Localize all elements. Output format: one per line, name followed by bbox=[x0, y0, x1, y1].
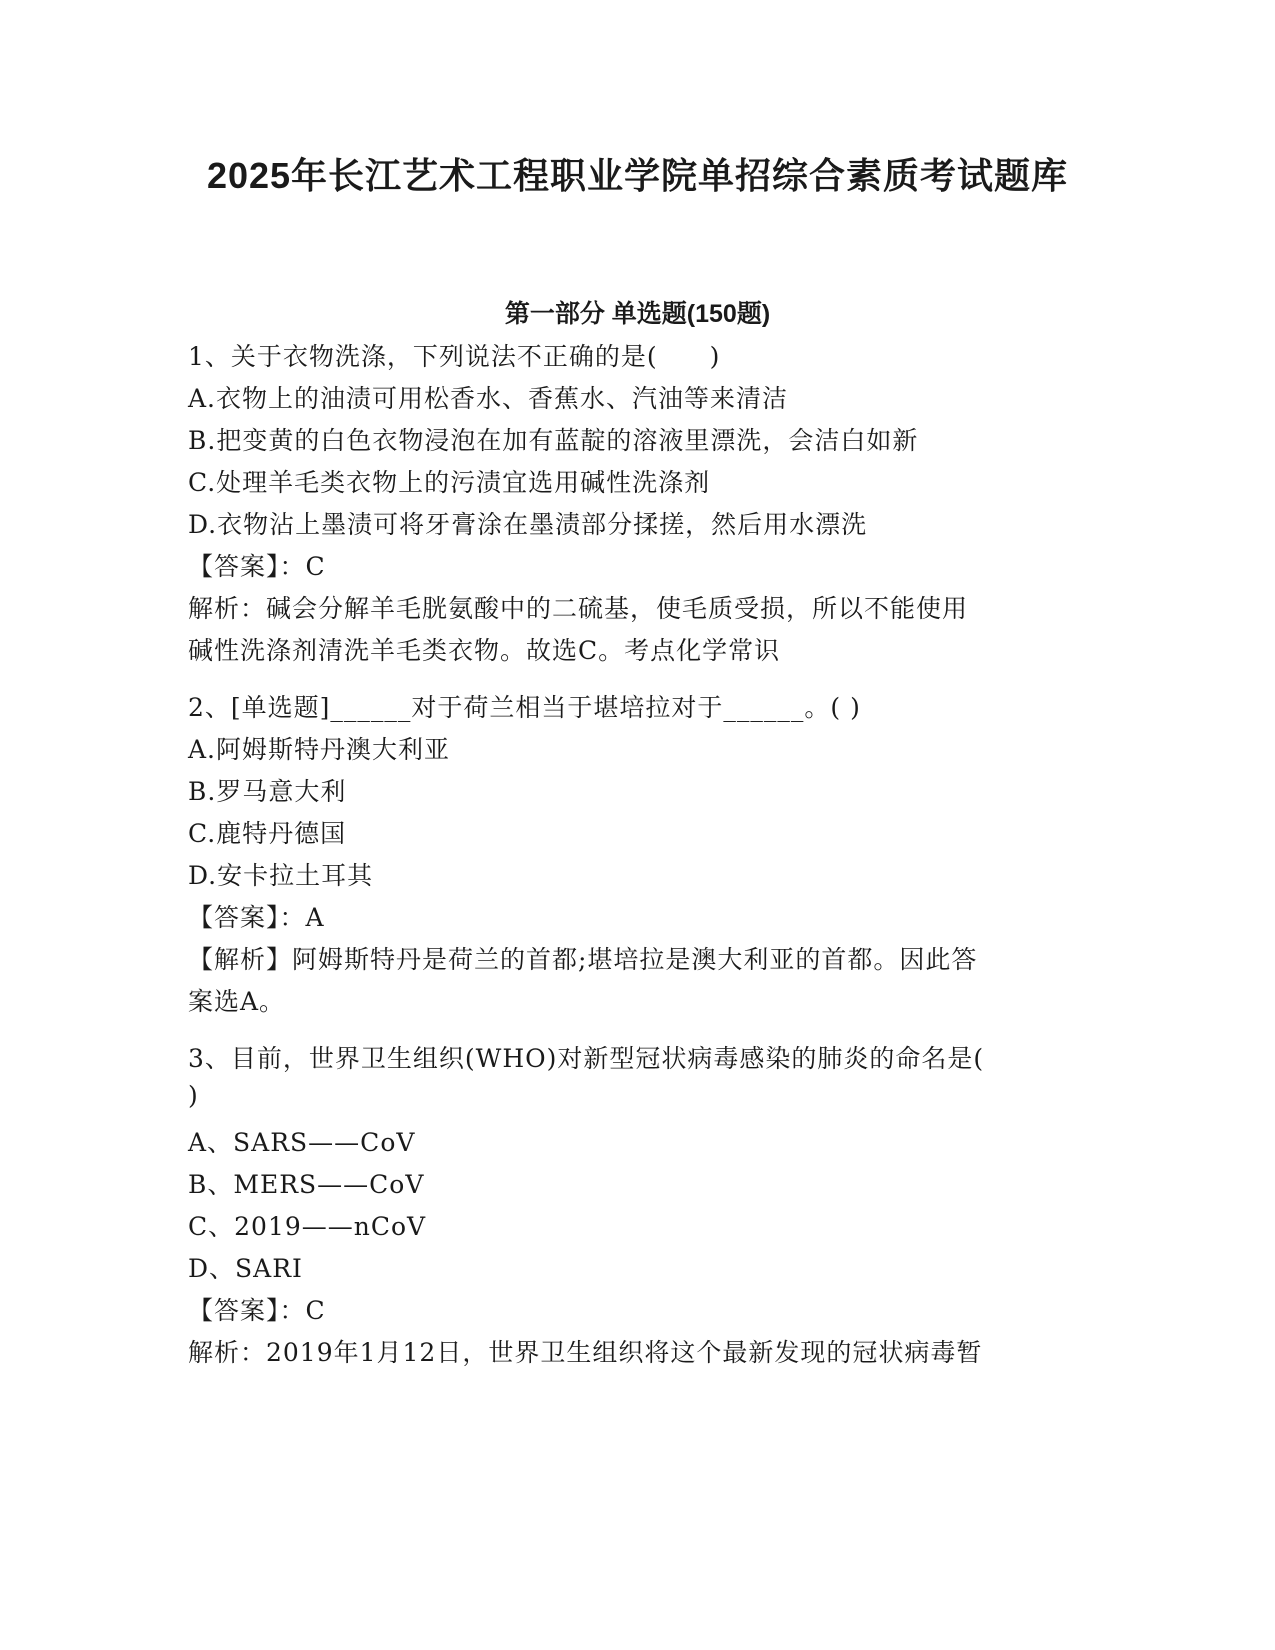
analysis-line: 案选A。 bbox=[188, 987, 286, 1016]
question-stem: 1、关于衣物洗涤，下列说法不正确的是( ) bbox=[188, 342, 721, 371]
option-b: B.罗马意大利 bbox=[188, 777, 347, 806]
option-d: D.衣物沾上墨渍可将牙膏涂在墨渍部分揉搓，然后用水漂洗 bbox=[188, 510, 868, 539]
option-b: B.把变黄的白色衣物浸泡在加有蓝靛的溶液里漂洗，会洁白如新 bbox=[188, 426, 919, 455]
option-b: B、MERS——CoV bbox=[188, 1170, 425, 1199]
question-stem: 2、[单选题]______对于荷兰相当于堪培拉对于______。( ) bbox=[188, 693, 861, 722]
option-a: A.衣物上的油渍可用松香水、香蕉水、汽油等来清洁 bbox=[188, 384, 789, 413]
option-a: A、SARS——CoV bbox=[188, 1128, 416, 1157]
analysis-line: 碱性洗涤剂清洗羊毛类衣物。故选C。考点化学常识 bbox=[188, 636, 781, 665]
section-heading: 第一部分 单选题(150题) bbox=[504, 300, 771, 328]
option-c: C、2019——nCoV bbox=[188, 1212, 427, 1241]
option-c: C.处理羊毛类衣物上的污渍宜选用碱性洗涤剂 bbox=[188, 468, 711, 497]
question-stem: 3、目前，世界卫生组织(WHO)对新型冠状病毒感染的肺炎的命名是( bbox=[188, 1044, 985, 1073]
analysis-line: 【解析】阿姆斯特丹是荷兰的首都;堪培拉是澳大利亚的首都。因此答 bbox=[188, 945, 978, 974]
option-d: D、SARI bbox=[188, 1254, 303, 1283]
analysis-line: 解析：碱会分解羊毛胱氨酸中的二硫基，使毛质受损，所以不能使用 bbox=[188, 594, 969, 623]
analysis-line: 解析：2019年1月12日，世界卫生组织将这个最新发现的冠状病毒暂 bbox=[188, 1338, 983, 1367]
answer: 【答案】：A bbox=[188, 903, 325, 932]
option-a: A.阿姆斯特丹澳大利亚 bbox=[188, 735, 451, 764]
option-c: C.鹿特丹德国 bbox=[188, 819, 347, 848]
question-stem: ) bbox=[188, 1081, 199, 1110]
answer: 【答案】：C bbox=[188, 1296, 326, 1325]
answer: 【答案】：C bbox=[188, 552, 326, 581]
document-title: 2025年长江艺术工程职业学院单招综合素质考试题库 bbox=[206, 155, 1069, 196]
option-d: D.安卡拉土耳其 bbox=[188, 861, 374, 890]
